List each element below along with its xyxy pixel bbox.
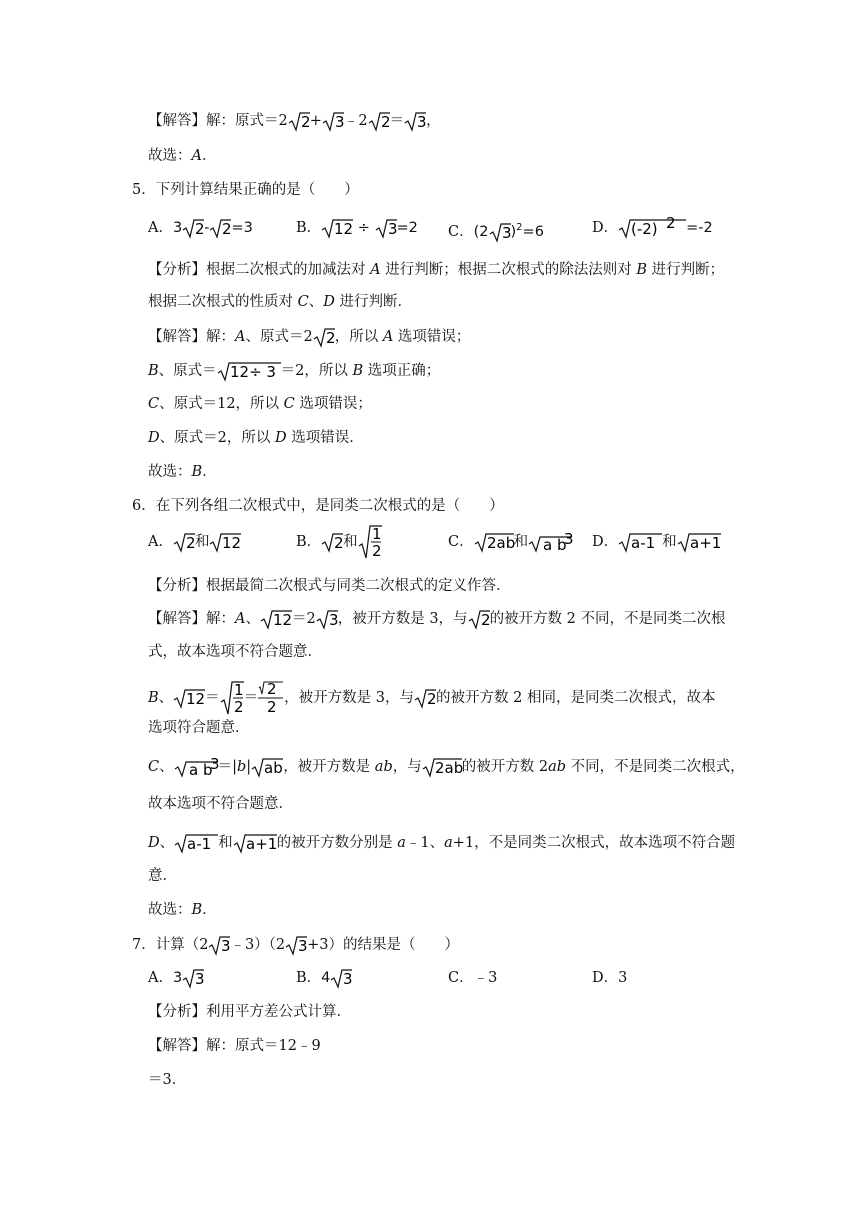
q5-answer-a: 【解答】解：A、原式＝2 2 ，所以 A 选项错误； xyxy=(148,329,471,347)
svg-text:3: 3 xyxy=(501,223,512,242)
q5-answer-d: D、原式＝2，所以 D 选项错误． xyxy=(148,430,364,446)
q6-answer-b-1: B、 12 ＝ 1 2 ＝ 2 2 ，被开方数是 3，与 2 的被开方数 2 相同，是同类二次根式，故本 xyxy=(148,680,716,716)
svg-text:a-1: a-1 xyxy=(631,534,656,552)
svg-text:3: 3 xyxy=(328,611,339,629)
sqrt-3 xyxy=(322,110,344,132)
svg-text:3: 3 xyxy=(387,220,398,238)
svg-text:3: 3 xyxy=(195,970,205,988)
q6-answer-c-1: C、 a b 3 ＝|b| ab ，被开方数是 ab，与 2ab 的被开方数 2ab 不同，不是同类二次根式， xyxy=(148,755,745,779)
q7-analysis: 【分析】利用平方差公式计算． xyxy=(148,1004,351,1020)
svg-text:ab: ab xyxy=(264,759,283,777)
svg-text:12: 12 xyxy=(272,611,293,629)
q5-option-c: C．(2 3 )$^2$=6 xyxy=(448,222,544,242)
svg-text:1: 1 xyxy=(233,681,244,699)
q6-option-d: D． a-1 和 a+1 xyxy=(592,534,721,552)
svg-text:2: 2 xyxy=(300,113,311,131)
svg-text:2: 2 xyxy=(371,542,382,560)
svg-text:(-2): (-2) xyxy=(631,220,658,238)
q6-option-b: B． 2 和 1 2 xyxy=(296,525,382,560)
q6-answer-b-2: 选项符合题意． xyxy=(148,720,250,736)
svg-text:2: 2 xyxy=(334,534,344,552)
svg-text:3: 3 xyxy=(334,113,345,131)
prev-answer-prefix: 【解答】解：原式＝2 xyxy=(148,113,288,129)
q5-analysis-1: 【分析】根据二次根式的加减法对 A 进行判断；根据二次根式的除法法则对 B 进行判断； xyxy=(148,262,725,278)
q6-answer-d-1: D、 a-1 和 a+1 的被开方数分别是 a﹣1、a+1，不是同类二次根式，故本选项不符合题 xyxy=(148,835,736,853)
svg-text:2ab: 2ab xyxy=(434,759,463,777)
q7-option-a: A．3 3 xyxy=(148,970,205,988)
svg-text:3: 3 xyxy=(417,113,427,131)
svg-text:1: 1 xyxy=(371,525,382,543)
q7-stem: 7．计算（2 3 ﹣3）（2 3 +3）的结果是（ ） xyxy=(132,937,460,955)
svg-text:2: 2 xyxy=(325,329,336,347)
sqrt-2 xyxy=(368,110,390,132)
svg-text:2: 2 xyxy=(267,680,277,698)
q6-answer-a-1: 【解答】解：A、 12 ＝2 3 ，被开方数是 3，与 2 的被开方数 2 不同，不是同类二次根 xyxy=(148,611,726,629)
svg-text:3: 3 xyxy=(343,970,353,988)
q6-analysis: 【分析】根据最简二次根式与同类二次根式的定义作答． xyxy=(148,578,511,594)
svg-text:2: 2 xyxy=(267,698,277,716)
svg-text:3: 3 xyxy=(209,755,220,773)
q6-answer-a-2: 式，故本选项不符合题意． xyxy=(148,644,322,660)
q5-option-a: A．3 2 - 2 =3 xyxy=(148,220,253,238)
prev-answer-line: 【解答】解：原式＝2 2 + 3 ﹣2 2 ＝ 3 ， xyxy=(148,110,441,132)
svg-text:12: 12 xyxy=(334,220,354,238)
svg-text:2ab: 2ab xyxy=(486,534,515,552)
svg-text:2: 2 xyxy=(222,220,232,238)
q7-option-d: D．3 xyxy=(592,970,628,986)
svg-text:a b: a b xyxy=(543,536,567,554)
sqrt-2 xyxy=(288,110,310,132)
svg-text:3: 3 xyxy=(298,937,308,955)
q5-option-d: D． (-2) 2 =-2 xyxy=(592,214,713,238)
svg-text:a+1: a+1 xyxy=(245,835,277,853)
q6-answer-c-2: 故本选项不符合题意． xyxy=(148,796,293,812)
q5-choose: 故选：B． xyxy=(148,464,217,480)
svg-text:2: 2 xyxy=(427,690,437,708)
svg-text:12: 12 xyxy=(186,690,206,708)
svg-text:3: 3 xyxy=(564,530,574,548)
q7-option-b: B．4 3 xyxy=(296,970,353,988)
q7-answer-2: ＝3． xyxy=(148,1072,187,1088)
q6-answer-d-2: 意． xyxy=(148,868,177,884)
svg-text:a b: a b xyxy=(188,761,213,779)
svg-text:2: 2 xyxy=(233,698,244,716)
svg-text:3: 3 xyxy=(221,937,231,955)
q5-answer-c: C、原式＝12，所以 C 选项错误； xyxy=(148,396,372,412)
svg-text:12: 12 xyxy=(222,534,242,552)
svg-text:2: 2 xyxy=(380,113,391,131)
svg-text:2: 2 xyxy=(666,214,676,232)
q7-option-c: C．﹣3 xyxy=(448,970,498,986)
q6-option-a: A． 2 和 12 xyxy=(148,534,242,552)
q6-stem: 6．在下列各组二次根式中，是同类二次根式的是（ ） xyxy=(132,498,504,514)
q6-option-c: C． 2ab 和 a b 3 xyxy=(448,530,574,554)
prev-choose: 故选：A． xyxy=(148,148,217,164)
svg-text:a+1: a+1 xyxy=(689,534,721,552)
q5-option-b: B． 12 ÷ 3 =2 xyxy=(296,220,418,238)
q5-stem: 5．下列计算结果正确的是（ ） xyxy=(132,182,359,198)
svg-text:2: 2 xyxy=(480,611,491,629)
q7-answer-1: 【解答】解：原式＝12﹣9 xyxy=(148,1038,321,1054)
svg-text:12÷ 3: 12÷ 3 xyxy=(229,363,276,381)
q5-analysis-2: 根据二次根式的性质对 C、D 进行判断． xyxy=(148,294,412,310)
q5-answer-b: B、原式＝ 12÷ 3 ＝2，所以 B 选项正确； xyxy=(148,363,441,381)
svg-text:a-1: a-1 xyxy=(187,835,212,853)
svg-text:2: 2 xyxy=(195,220,205,238)
svg-text:2: 2 xyxy=(185,534,196,552)
q6-choose: 故选：B． xyxy=(148,902,217,918)
sqrt-3 xyxy=(404,110,426,132)
